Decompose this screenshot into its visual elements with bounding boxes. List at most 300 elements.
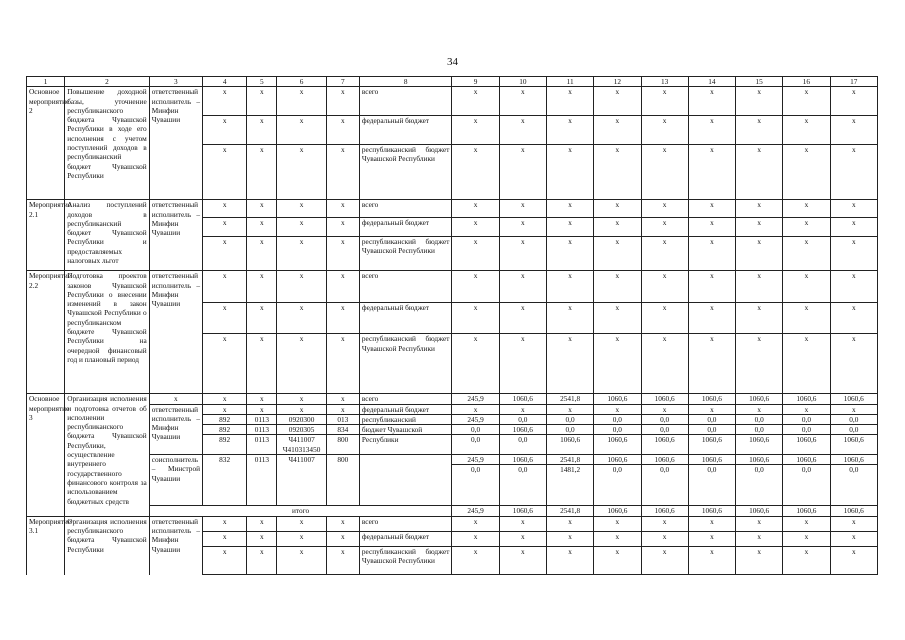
x-cell: x — [688, 302, 735, 334]
x-cell: x — [830, 271, 877, 303]
event-name: Организация исполнения и подготовка отчетов об исполнении республиканского бюджета Чувашской Республики, осуществление внутреннего государственного финансового контроля за использованием бюджетных средств — [65, 394, 149, 516]
x-cell: x — [247, 334, 277, 394]
total-label: итого — [149, 506, 452, 516]
executor: ответственный исполнитель – Минфин Чувашии — [149, 404, 202, 454]
x-cell: x — [326, 200, 359, 218]
x-cell: x — [149, 394, 202, 404]
value-cell: 0,0 — [783, 414, 830, 424]
value-cell: 1060,6 — [830, 394, 877, 404]
x-cell: x — [830, 200, 877, 218]
value-cell: 2541,8 — [546, 455, 593, 465]
table-row — [27, 200, 878, 218]
x-cell: x — [641, 200, 688, 218]
value-cell: 245,9 — [452, 414, 499, 424]
x-cell: x — [452, 236, 499, 271]
x-cell: x — [736, 334, 783, 394]
value-cell: x — [783, 404, 830, 414]
x-cell: x — [203, 271, 247, 303]
x-cell: x — [641, 546, 688, 575]
x-cell: x — [247, 200, 277, 218]
event-code: Мероприятие 3.1 — [27, 516, 65, 575]
x-cell: x — [688, 87, 735, 116]
x-cell: x — [203, 516, 247, 531]
x-cell: x — [641, 218, 688, 236]
x-cell: x — [499, 531, 546, 546]
x-cell: x — [783, 116, 830, 145]
value-cell: 1060,6 — [736, 435, 783, 455]
x-cell: x — [277, 87, 326, 116]
blank-cell — [359, 455, 452, 506]
x-cell: x — [594, 302, 641, 334]
header-cell: 8 — [359, 77, 452, 87]
x-cell: x — [203, 145, 247, 200]
value-cell: 245,9 — [452, 394, 499, 404]
source-label: республиканский бюджет Чувашской Республики — [359, 334, 452, 394]
value-cell: 0,0 — [830, 465, 877, 506]
header-cell: 3 — [149, 77, 202, 87]
x-cell: x — [736, 516, 783, 531]
value-cell: x — [641, 404, 688, 414]
x-cell: x — [499, 516, 546, 531]
x-cell: x — [326, 271, 359, 303]
x-cell: x — [546, 87, 593, 116]
x-cell: x — [688, 200, 735, 218]
value-cell: x — [546, 404, 593, 414]
header-cell: 12 — [594, 77, 641, 87]
value-cell: x — [452, 404, 499, 414]
header-cell: 17 — [830, 77, 877, 87]
x-cell: x — [277, 546, 326, 575]
table-row — [27, 271, 878, 303]
header-cell: 4 — [203, 77, 247, 87]
value-cell: 0,0 — [830, 414, 877, 424]
x-cell: x — [688, 516, 735, 531]
x-cell: x — [452, 271, 499, 303]
table-row — [27, 455, 878, 465]
value-cell: 0,0 — [452, 425, 499, 435]
header-cell: 7 — [326, 77, 359, 87]
x-cell: x — [688, 271, 735, 303]
x-cell: x — [452, 302, 499, 334]
x-cell: x — [277, 334, 326, 394]
x-cell: x — [546, 516, 593, 531]
cell: 834 — [326, 425, 359, 435]
value-cell: 0,0 — [499, 414, 546, 424]
x-cell: x — [830, 516, 877, 531]
value-cell: 0,0 — [783, 465, 830, 506]
source-label: Республики — [359, 435, 452, 455]
cell: 892 — [203, 425, 247, 435]
value-cell: 1060,6 — [688, 435, 735, 455]
x-cell: x — [546, 334, 593, 394]
executor: ответственный исполнитель – Минфин Чувашии — [149, 87, 202, 200]
x-cell: x — [499, 334, 546, 394]
cell: Ч411007 — [277, 455, 326, 506]
co-executor: соисполнитель – Минстрой Чувашии — [149, 455, 202, 506]
cell: x — [203, 404, 247, 414]
x-cell: x — [783, 271, 830, 303]
x-cell: x — [452, 516, 499, 531]
source-label: федеральный бюджет — [359, 531, 452, 546]
source-label: всего — [359, 87, 452, 116]
header-cell: 15 — [736, 77, 783, 87]
header-cell: 1 — [27, 77, 65, 87]
value-cell: x — [594, 404, 641, 414]
value-cell: 1060,6 — [688, 394, 735, 404]
source-label: федеральный бюджет — [359, 302, 452, 334]
x-cell: x — [641, 87, 688, 116]
x-cell: x — [688, 116, 735, 145]
value-cell: 1060,6 — [499, 455, 546, 465]
x-cell: x — [546, 200, 593, 218]
value-cell: 0,0 — [499, 465, 546, 506]
header-cell: 5 — [247, 77, 277, 87]
x-cell: x — [688, 334, 735, 394]
x-cell: x — [688, 236, 735, 271]
executor: ответственный исполнитель – Минфин Чувашии — [149, 516, 202, 575]
x-cell: x — [326, 516, 359, 531]
x-cell: x — [783, 200, 830, 218]
source-label: федеральный бюджет — [359, 218, 452, 236]
x-cell: x — [277, 271, 326, 303]
value-cell: x — [688, 404, 735, 414]
event-code: Основное мероприятие 2 — [27, 87, 65, 200]
x-cell: x — [499, 200, 546, 218]
x-cell: x — [247, 531, 277, 546]
x-cell: x — [594, 218, 641, 236]
x-cell: x — [594, 200, 641, 218]
x-cell: x — [247, 516, 277, 531]
x-cell: x — [452, 546, 499, 575]
x-cell: x — [594, 87, 641, 116]
code-a: Ч411007 — [288, 435, 315, 445]
event-name: Анализ поступлений доходов в республиканский бюджет Чувашской Республики и предоставляемых налоговых льгот — [65, 200, 149, 271]
value-cell: 0,0 — [736, 425, 783, 435]
x-cell: x — [277, 116, 326, 145]
event-code: Мероприятие 2.1 — [27, 200, 65, 271]
total-value: 1060,6 — [830, 506, 877, 516]
value-cell: 1060,6 — [499, 425, 546, 435]
x-cell: x — [326, 302, 359, 334]
source-label: всего — [359, 394, 452, 404]
source-label: федеральный бюджет — [359, 404, 452, 414]
source-label: республиканский бюджет Чувашской Республики — [359, 546, 452, 575]
value-cell: 1060,6 — [594, 455, 641, 465]
cell — [277, 435, 326, 455]
x-cell: x — [641, 302, 688, 334]
total-value: 1060,6 — [783, 506, 830, 516]
x-cell: x — [594, 516, 641, 531]
table-row — [27, 394, 878, 404]
value-cell: 0,0 — [594, 414, 641, 424]
event-name: Подготовка проектов законов Чувашской Республики о внесении изменений в закон Чувашской Республики о республиканском бюджете Чувашской Республики на очередной финансовый год и плановый период — [65, 271, 149, 394]
value-cell: 1060,6 — [594, 394, 641, 404]
x-cell: x — [546, 302, 593, 334]
x-cell: x — [546, 546, 593, 575]
x-cell: x — [736, 87, 783, 116]
x-cell: x — [326, 236, 359, 271]
block-event-2-2 — [27, 271, 878, 394]
cell: x — [277, 394, 326, 404]
x-cell: x — [452, 116, 499, 145]
x-cell: x — [452, 218, 499, 236]
x-cell: x — [247, 218, 277, 236]
value-cell: 0,0 — [736, 465, 783, 506]
x-cell: x — [326, 145, 359, 200]
value-cell: 0,0 — [688, 414, 735, 424]
x-cell: x — [594, 271, 641, 303]
value-cell: 0,0 — [546, 425, 593, 435]
x-cell: x — [546, 236, 593, 271]
x-cell: x — [203, 116, 247, 145]
block-event-3-1 — [27, 516, 878, 575]
cell: x — [203, 394, 247, 404]
total-value: 245,9 — [452, 506, 499, 516]
x-cell: x — [783, 218, 830, 236]
x-cell: x — [736, 145, 783, 200]
source-label: бюджет Чувашской — [359, 425, 452, 435]
x-cell: x — [736, 302, 783, 334]
x-cell: x — [203, 546, 247, 575]
x-cell: x — [247, 145, 277, 200]
cell: x — [326, 404, 359, 414]
x-cell: x — [688, 531, 735, 546]
value-cell: 0,0 — [499, 435, 546, 455]
table-row — [27, 87, 878, 116]
value-cell: 1060,6 — [546, 435, 593, 455]
x-cell: x — [830, 334, 877, 394]
x-cell: x — [641, 531, 688, 546]
header-cell: 10 — [499, 77, 546, 87]
x-cell: x — [546, 271, 593, 303]
x-cell: x — [326, 334, 359, 394]
x-cell: x — [326, 87, 359, 116]
cell: 0113 — [247, 414, 277, 424]
x-cell: x — [546, 531, 593, 546]
table-row — [27, 404, 878, 414]
source-label: республиканский — [359, 414, 452, 424]
value-cell: 1060,6 — [783, 455, 830, 465]
value-cell: 0,0 — [641, 414, 688, 424]
x-cell: x — [203, 87, 247, 116]
event-code: Основное мероприятие 3 — [27, 394, 65, 516]
cell: 832 — [203, 455, 247, 506]
cell: 0113 — [247, 455, 277, 506]
value-cell: x — [736, 404, 783, 414]
x-cell: x — [783, 334, 830, 394]
value-cell: 2541,8 — [546, 394, 593, 404]
x-cell: x — [203, 200, 247, 218]
x-cell: x — [736, 546, 783, 575]
cell: x — [326, 394, 359, 404]
table-row — [27, 516, 878, 531]
x-cell: x — [641, 516, 688, 531]
source-label: республиканский бюджет Чувашской Республики — [359, 236, 452, 271]
x-cell: x — [277, 516, 326, 531]
cell: 892 — [203, 435, 247, 455]
x-cell: x — [546, 145, 593, 200]
x-cell: x — [830, 236, 877, 271]
x-cell: x — [783, 516, 830, 531]
value-cell: 1060,6 — [641, 394, 688, 404]
x-cell: x — [736, 218, 783, 236]
page-number: 34 — [447, 56, 458, 68]
cell: 0113 — [247, 425, 277, 435]
value-cell: 0,0 — [830, 425, 877, 435]
source-label: всего — [359, 200, 452, 218]
x-cell: x — [783, 546, 830, 575]
x-cell: x — [203, 218, 247, 236]
x-cell: x — [546, 218, 593, 236]
value-cell: 0,0 — [452, 465, 499, 506]
x-cell: x — [247, 546, 277, 575]
x-cell: x — [499, 271, 546, 303]
x-cell: x — [452, 87, 499, 116]
x-cell: x — [736, 271, 783, 303]
value-cell: 0,0 — [546, 414, 593, 424]
value-cell: 1060,6 — [641, 455, 688, 465]
value-cell: 1060,6 — [641, 435, 688, 455]
x-cell: x — [452, 334, 499, 394]
source-label: всего — [359, 516, 452, 531]
x-cell: x — [203, 531, 247, 546]
total-value: 1060,6 — [594, 506, 641, 516]
value-cell: 1060,6 — [783, 435, 830, 455]
x-cell: x — [203, 236, 247, 271]
value-cell: x — [499, 404, 546, 414]
x-cell: x — [783, 302, 830, 334]
x-cell: x — [247, 271, 277, 303]
source-label: федеральный бюджет — [359, 116, 452, 145]
value-cell: 1060,6 — [736, 394, 783, 404]
x-cell: x — [326, 116, 359, 145]
event-code: Мероприятие 2.2 — [27, 271, 65, 394]
value-cell: 0,0 — [688, 425, 735, 435]
x-cell: x — [830, 218, 877, 236]
code-b: Ч410313450 — [282, 444, 321, 454]
x-cell: x — [277, 200, 326, 218]
budget-table — [26, 76, 878, 575]
x-cell: x — [594, 236, 641, 271]
x-cell: x — [594, 546, 641, 575]
executor: ответственный исполнитель – Минфин Чувашии — [149, 200, 202, 271]
x-cell: x — [830, 546, 877, 575]
x-cell: x — [783, 236, 830, 271]
value-cell: 0,0 — [641, 465, 688, 506]
x-cell: x — [452, 145, 499, 200]
source-label: всего — [359, 271, 452, 303]
source-label: республиканский бюджет Чувашской Республики — [359, 145, 452, 200]
x-cell: x — [277, 302, 326, 334]
header-cell: 13 — [641, 77, 688, 87]
value-cell: 1060,6 — [594, 435, 641, 455]
total-row — [27, 506, 878, 516]
x-cell: x — [736, 116, 783, 145]
cell: 0920300 — [277, 414, 326, 424]
value-cell: 0,0 — [594, 425, 641, 435]
x-cell: x — [499, 87, 546, 116]
cell: x — [247, 394, 277, 404]
total-value: 1060,6 — [688, 506, 735, 516]
total-value: 1060,6 — [641, 506, 688, 516]
header-cell: 2 — [65, 77, 149, 87]
x-cell: x — [247, 302, 277, 334]
cell: x — [247, 404, 277, 414]
value-cell: 1060,6 — [830, 455, 877, 465]
x-cell: x — [641, 236, 688, 271]
value-cell: 245,9 — [452, 455, 499, 465]
cell: 800 — [326, 455, 359, 506]
x-cell: x — [783, 145, 830, 200]
total-value: 1060,6 — [499, 506, 546, 516]
value-cell: 0,0 — [736, 414, 783, 424]
x-cell: x — [499, 302, 546, 334]
x-cell: x — [277, 531, 326, 546]
x-cell: x — [326, 546, 359, 575]
x-cell: x — [277, 236, 326, 271]
x-cell: x — [452, 531, 499, 546]
x-cell: x — [546, 116, 593, 145]
value-cell: 0,0 — [641, 425, 688, 435]
block-event-2-1 — [27, 200, 878, 271]
x-cell: x — [247, 87, 277, 116]
x-cell: x — [641, 116, 688, 145]
value-cell: 0,0 — [452, 435, 499, 455]
x-cell: x — [247, 236, 277, 271]
x-cell: x — [247, 116, 277, 145]
x-cell: x — [277, 218, 326, 236]
x-cell: x — [452, 200, 499, 218]
value-cell: 0,0 — [783, 425, 830, 435]
header-cell: 9 — [452, 77, 499, 87]
x-cell: x — [277, 145, 326, 200]
total-value: 1060,6 — [736, 506, 783, 516]
x-cell: x — [499, 116, 546, 145]
header-cell: 16 — [783, 77, 830, 87]
x-cell: x — [499, 145, 546, 200]
value-cell: 0,0 — [594, 465, 641, 506]
x-cell: x — [203, 302, 247, 334]
x-cell: x — [688, 218, 735, 236]
total-value: 2541,8 — [546, 506, 593, 516]
value-cell: x — [830, 404, 877, 414]
x-cell: x — [830, 116, 877, 145]
header-cell: 11 — [546, 77, 593, 87]
x-cell: x — [203, 334, 247, 394]
block-main-event-2 — [27, 87, 878, 200]
header-row — [27, 77, 878, 87]
x-cell: x — [736, 200, 783, 218]
cell: 013 — [326, 414, 359, 424]
cell: 892 — [203, 414, 247, 424]
x-cell: x — [594, 145, 641, 200]
x-cell: x — [499, 218, 546, 236]
x-cell: x — [783, 531, 830, 546]
x-cell: x — [830, 302, 877, 334]
x-cell: x — [594, 531, 641, 546]
cell: 0113 — [247, 435, 277, 455]
x-cell: x — [641, 271, 688, 303]
header-cell: 14 — [688, 77, 735, 87]
value-cell: 0,0 — [688, 465, 735, 506]
event-name: Организация исполнения республиканского бюджета Чувашской Республики — [65, 516, 149, 575]
value-cell: 1060,6 — [736, 455, 783, 465]
x-cell: x — [736, 531, 783, 546]
value-cell: 1060,6 — [499, 394, 546, 404]
x-cell: x — [499, 236, 546, 271]
value-cell: 1060,6 — [783, 394, 830, 404]
x-cell: x — [499, 546, 546, 575]
